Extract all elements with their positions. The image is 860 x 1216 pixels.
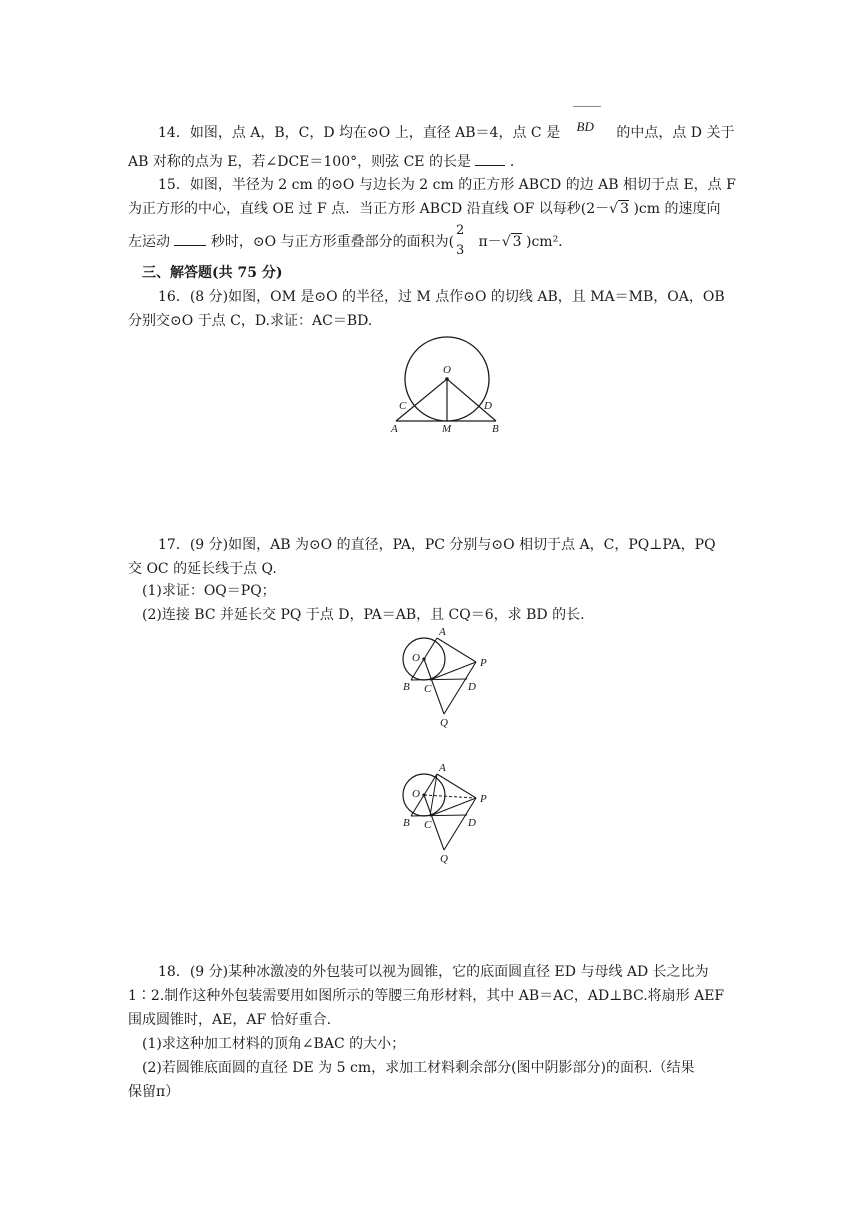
- sqrt-symbol: √: [501, 234, 511, 250]
- q14-answer-blank: [475, 165, 505, 166]
- q17-2-label-a: A: [439, 762, 446, 774]
- q17-2-label-c: C: [424, 819, 432, 831]
- arc-bd-label: BD: [577, 118, 594, 136]
- q15-line-3-text-b: 秒时，⊙O 与正方形重叠部分的面积为(: [210, 234, 455, 250]
- q14-line-1: [158, 119, 735, 142]
- q18-line-2: 1∶2.制作这种外包装需要用如图所示的等腰三角形材料，其中 AB＝AC，AD⊥BC.将扇形 AEF: [128, 988, 725, 1004]
- q17-1-label-a: A: [439, 626, 446, 638]
- q15-sqrt-3-a: 3: [620, 201, 630, 217]
- q15-line-2-text-a: 为正方形的中心，直线 OE 过 F 点．当正方形 ABCD 沿直线 OF 以每秒(2－: [128, 201, 610, 217]
- q18-sub-1: (1)求这种加工材料的顶角∠BAC 的大小；: [142, 1036, 406, 1052]
- q17-line-2: 交 OC 的延长线于点 Q.: [128, 561, 277, 577]
- q18-line-1: 18．(9 分)某种冰激凌的外包装可以视为圆锥，它的底面圆直径 ED 与母线 AD 长之比为: [158, 964, 709, 980]
- q17-1-label-p: P: [480, 657, 487, 669]
- q16-label-m: M: [442, 423, 452, 435]
- q17-sub-1: (1)求证：OQ＝PQ；: [142, 583, 276, 599]
- q16-center-dot: [445, 377, 449, 381]
- q14-line-1-text-b: 的中点，点 D 关于: [616, 125, 735, 141]
- q17-2-center-dot: [422, 793, 425, 796]
- q17-1-label-o: O: [412, 652, 420, 664]
- q14-line-2-end: ．: [509, 154, 524, 170]
- q17-figure-2: [400, 760, 500, 870]
- arc-symbol: [573, 106, 601, 107]
- q16-label-d: D: [484, 400, 492, 412]
- q18-sub-2: (2)若圆锥底面圆的直径 DE 为 5 cm，求加工材料剩余部分(图中阴影部分)的面积.（结果: [142, 1060, 695, 1076]
- fraction-2-3: 2 3: [456, 223, 465, 258]
- q17-2-dashed-op: [424, 795, 476, 798]
- q15-line-3-text-c: π－: [478, 234, 502, 250]
- q17-1-label-b: B: [403, 681, 410, 693]
- q16-line-2: 分别交⊙O 于点 C，D.求证：AC＝BD.: [128, 313, 373, 329]
- q17-1-center-dot: [422, 657, 425, 660]
- q17-1-label-q: Q: [440, 717, 448, 729]
- q15-line-2: [128, 200, 721, 218]
- q17-sub-2: (2)连接 BC 并延长交 PQ 于点 D，PA＝AB，且 CQ＝6，求 BD 的长.: [142, 607, 585, 623]
- q16-label-a: A: [391, 423, 398, 435]
- q16-label-c: C: [399, 400, 407, 412]
- q18-line-3: 围成圆锥时，AE，AF 恰好重合.: [128, 1012, 332, 1028]
- q16-label-b: B: [492, 423, 499, 435]
- q15-line-3: [128, 225, 563, 259]
- q15-line-2-text-b: )cm 的速度向: [633, 201, 721, 217]
- q17-figure-1: [400, 624, 500, 734]
- q14-line-2-text: AB 对称的点为 E，若∠DCE＝100°，则弦 CE 的长是: [128, 154, 471, 170]
- q16-line-1: 16．(8 分)如图，OM 是⊙O 的半径，过 M 点作⊙O 的切线 AB，且 MA＝MB，OA，OB: [158, 289, 725, 305]
- q15-answer-blank: [174, 245, 206, 246]
- q17-2-label-q: Q: [440, 853, 448, 865]
- q14-line-2: [128, 153, 524, 171]
- q16-label-o: O: [443, 364, 451, 376]
- q15-line-1: 15．如图，半径为 2 cm 的⊙O 与边长为 2 cm 的正方形 ABCD 的边 AB 相切于点 E，点 F: [158, 177, 736, 193]
- q17-line-1: 17．(9 分)如图，AB 为⊙O 的直径，PA，PC 分别与⊙O 相切于点 A，C，PQ⊥PA，PQ: [158, 537, 716, 553]
- q17-1-label-d: D: [468, 681, 476, 693]
- q17-2-tangent-pc: [430, 798, 476, 816]
- q17-1-label-c: C: [424, 683, 432, 695]
- q15-sqrt-3-b: 3: [512, 234, 522, 250]
- q18-sub-2-cont: 保留π）: [128, 1084, 180, 1100]
- q14-line-1-text-a: 14．如图，点 A，B，C，D 均在⊙O 上，直径 AB＝4，点 C 是: [158, 125, 561, 141]
- section-heading: 三、解答题(共 75 分): [142, 265, 283, 281]
- sqrt-symbol: √: [609, 201, 619, 217]
- q17-2-label-p: P: [480, 793, 487, 805]
- q17-2-label-d: D: [468, 817, 476, 829]
- q17-2-label-b: B: [403, 817, 410, 829]
- q16-figure: [388, 334, 538, 444]
- q15-line-3-text-d: )cm².: [525, 234, 563, 250]
- q15-line-3-text-a: 左运动: [128, 234, 170, 250]
- q17-1-tangent-pc: [430, 662, 476, 680]
- q17-2-label-o: O: [412, 788, 420, 800]
